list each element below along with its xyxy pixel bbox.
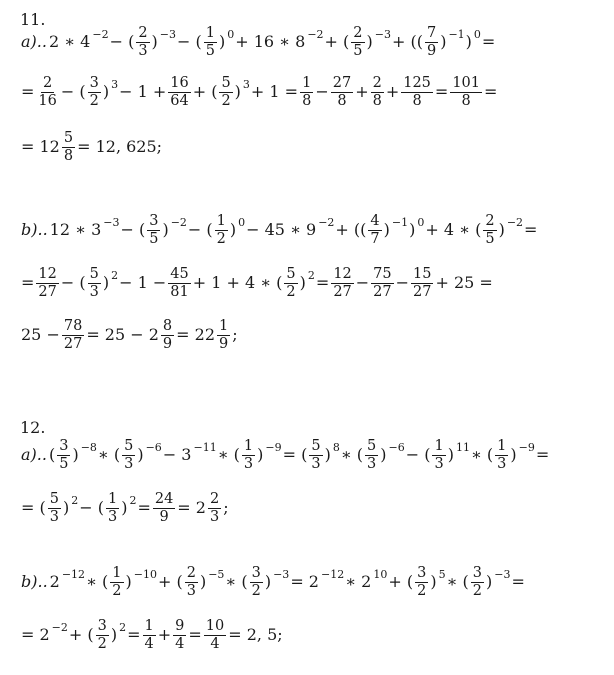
expr: ∗ ( [86, 572, 109, 591]
expr: = 12, 625; [77, 137, 163, 156]
expr: ∗ ( [446, 572, 469, 591]
expr: ) [383, 220, 390, 239]
expr: + ( [157, 572, 183, 591]
exponent: 8 [332, 440, 340, 454]
exponent: −2 [92, 27, 109, 41]
fraction: $\frac{2}{16}$ [38, 74, 57, 109]
expr: + 1 + 4 ∗ ( [192, 273, 283, 292]
expr: + ( [68, 625, 94, 644]
expr: − 1 + [119, 82, 167, 101]
expr: = [481, 32, 496, 51]
exponent: −12 [61, 567, 86, 581]
exponent: 0 [417, 215, 425, 229]
expr: ∗ 2 [345, 572, 372, 591]
expr: = [434, 82, 449, 101]
expr: + (( [335, 220, 367, 239]
expr: ) [447, 445, 454, 464]
expr: ) [510, 445, 517, 464]
expr: = [484, 82, 498, 101]
fraction: $\frac{5}{2}$ [221, 74, 231, 109]
fraction: $\frac{12}{27}$ [333, 265, 352, 300]
exponent: −2 [318, 215, 335, 229]
expr: + [157, 625, 172, 644]
fraction: $\frac{1}{3}$ [243, 437, 254, 472]
expr: − [355, 273, 370, 292]
fraction: $\frac{27}{8}$ [332, 74, 352, 109]
equation-line [20, 491, 230, 525]
exponent: 0 [227, 27, 235, 41]
expr: + 4 ∗ ( [425, 220, 482, 239]
fraction: $\frac{12}{27}$ [38, 265, 57, 300]
fraction: $\frac{3}{2}$ [251, 564, 261, 599]
expr: ; [232, 325, 238, 344]
expr: ) [324, 445, 331, 464]
exponent: 2 [307, 268, 315, 282]
expr: ) [162, 220, 169, 239]
fraction: $\frac{78}{27}$ [63, 317, 83, 352]
expr: ∗ ( [217, 445, 240, 464]
expr: − 3 [162, 445, 192, 464]
fraction: $\frac{5}{8}$ [63, 129, 74, 164]
equation-line [20, 318, 239, 352]
equation-line [20, 565, 526, 599]
exponent: −12 [320, 567, 345, 581]
fraction: $\frac{1}{9}$ [219, 317, 229, 352]
expr: − ( [109, 32, 135, 51]
expr: − [395, 273, 410, 292]
expr: ) [125, 572, 132, 591]
expr: − ( [60, 82, 86, 101]
expr: − 1 − [119, 273, 167, 292]
expr: ∗ ( [340, 445, 364, 464]
expr: + [385, 82, 400, 101]
expr: ) [409, 220, 416, 239]
expr: − [315, 82, 329, 101]
exponent: 2 [129, 493, 137, 507]
expr: ∗ ( [225, 572, 248, 591]
exponent: −3 [159, 27, 177, 41]
fraction: $\frac{3}{2}$ [417, 564, 427, 599]
expr: 2 ∗ 4 [48, 32, 91, 51]
problem-number: 11. [20, 10, 46, 29]
expr: ) [102, 82, 110, 101]
fraction: $\frac{7}{9}$ [426, 24, 437, 59]
fraction: $\frac{3}{2}$ [89, 74, 99, 109]
exponent: 2 [119, 620, 127, 634]
exponent: −5 [208, 567, 225, 581]
exponent: 10 [373, 567, 388, 581]
equation-line [20, 25, 496, 59]
expr: ) [229, 220, 237, 239]
expr: ) [380, 445, 387, 464]
expr: ) [430, 572, 437, 591]
exponent: −10 [133, 567, 157, 581]
fraction: $\frac{3}{5}$ [59, 437, 69, 472]
exponent: −2 [506, 215, 524, 229]
expr: − ( [79, 498, 104, 517]
fraction: $\frac{45}{81}$ [170, 265, 189, 300]
fraction: $\frac{3}{5}$ [149, 212, 159, 247]
expr: ( [48, 445, 56, 464]
exponent: 2 [71, 493, 79, 507]
fraction: $\frac{2}{8}$ [372, 74, 382, 109]
expr: ∗ ( [97, 445, 121, 464]
expr: ) [465, 32, 472, 51]
fraction: $\frac{3}{2}$ [472, 564, 482, 599]
expr: 12 ∗ 3 [49, 220, 102, 239]
fraction: $\frac{2}{5}$ [353, 24, 363, 59]
fraction: $\frac{2}{3}$ [209, 490, 220, 525]
exponent: −9 [265, 440, 282, 454]
fraction: $\frac{125}{8}$ [403, 74, 431, 109]
expr: ) [110, 625, 118, 644]
expr: + [355, 82, 369, 101]
fraction: $\frac{1}{5}$ [205, 24, 215, 59]
expr: = [535, 445, 550, 464]
expr: = 2 [21, 625, 50, 644]
fraction: $\frac{9}{4}$ [175, 617, 185, 652]
expr: ) [299, 273, 306, 292]
problem-number: 12. [20, 418, 46, 437]
expr: + 1 = [250, 82, 299, 101]
expr: = [127, 625, 141, 644]
exponent: −2 [307, 27, 324, 41]
expr: ; [223, 498, 229, 517]
fraction: $\frac{5}{3}$ [89, 265, 99, 300]
expr: ) [102, 273, 110, 292]
expr: ) [366, 32, 373, 51]
expr: = [524, 220, 538, 239]
exponent: 3 [242, 77, 250, 91]
expr: + ( [192, 82, 218, 101]
fraction: $\frac{1}{8}$ [302, 74, 312, 109]
exponent: −1 [448, 27, 465, 41]
fraction: $\frac{1}{3}$ [107, 490, 118, 525]
exponent: −3 [494, 567, 511, 581]
expr: ) [151, 32, 158, 51]
expr: ∗ ( [470, 445, 494, 464]
equation-line [20, 438, 550, 472]
exponent: 11 [455, 440, 470, 454]
fraction: $\frac{5}{3}$ [311, 437, 321, 472]
expr: = ( [21, 498, 46, 517]
fraction: $\frac{1}{2}$ [112, 564, 122, 599]
exponent: 0 [473, 27, 481, 41]
fraction: $\frac{1}{4}$ [144, 617, 154, 652]
fraction: $\frac{2}{5}$ [485, 212, 495, 247]
fraction: $\frac{3}{2}$ [97, 617, 107, 652]
expr: = [188, 625, 202, 644]
part-label: b).. [21, 220, 48, 239]
equation-line [20, 213, 538, 247]
expr: = 2, 5; [228, 625, 283, 644]
expr: ) [62, 498, 70, 517]
expr: ) [121, 498, 128, 517]
fraction: $\frac{101}{8}$ [452, 74, 481, 109]
equation-line [20, 75, 498, 109]
fraction: $\frac{16}{64}$ [170, 74, 189, 109]
fraction: $\frac{2}{3}$ [138, 24, 148, 59]
exponent: 0 [238, 215, 246, 229]
expr: = [315, 273, 330, 292]
expr: = ( [282, 445, 308, 464]
expr: = [137, 498, 151, 517]
exponent: −1 [391, 215, 409, 229]
exponent: −2 [170, 215, 187, 229]
expr: − ( [177, 32, 202, 51]
fraction: $\frac{5}{3}$ [49, 490, 59, 525]
expr: = 2 [177, 498, 206, 517]
part-label: a).. [21, 32, 47, 51]
exponent: −6 [388, 440, 405, 454]
exponent: 5 [438, 567, 446, 581]
expr: = 25 − 2 [86, 325, 159, 344]
expr: ) [137, 445, 144, 464]
equation-line [20, 266, 494, 300]
expr: ) [486, 572, 493, 591]
exponent: −6 [145, 440, 162, 454]
expr: + (( [391, 32, 423, 51]
exponent: −9 [518, 440, 535, 454]
expr: − 45 ∗ 9 [246, 220, 317, 239]
fraction: $\frac{1}{2}$ [216, 212, 226, 247]
exponent: 2 [111, 268, 119, 282]
fraction: $\frac{5}{3}$ [367, 437, 377, 472]
expr: − ( [120, 220, 146, 239]
exponent: −8 [80, 440, 97, 454]
fraction: $\frac{5}{2}$ [286, 265, 296, 300]
expr: + 25 = [435, 273, 493, 292]
expr: − ( [60, 273, 86, 292]
expr: = 22 [176, 325, 216, 344]
expr: + 16 ∗ 8 [235, 32, 306, 51]
expr: = [21, 82, 35, 101]
expr: = [511, 572, 525, 591]
exponent: −3 [103, 215, 120, 229]
fraction: $\frac{5}{3}$ [124, 437, 134, 472]
fraction: $\frac{2}{3}$ [186, 564, 196, 599]
expr: − ( [187, 220, 213, 239]
exponent: −3 [273, 567, 290, 581]
exponent: −3 [374, 27, 391, 41]
exponent: −11 [193, 440, 217, 454]
expr: ) [257, 445, 264, 464]
part-label: b).. [21, 572, 48, 591]
fraction: $\frac{4}{7}$ [370, 212, 380, 247]
expr: ) [264, 572, 272, 591]
expr: ) [234, 82, 241, 101]
equation-line [20, 618, 284, 652]
fraction: $\frac{15}{27}$ [413, 265, 432, 300]
expr: ) [440, 32, 447, 51]
fraction: $\frac{10}{4}$ [205, 617, 225, 652]
equation-line [20, 130, 163, 164]
expr: ) [498, 220, 505, 239]
expr: − ( [405, 445, 431, 464]
fraction: $\frac{8}{9}$ [162, 317, 173, 352]
fraction: $\frac{24}{9}$ [154, 490, 174, 525]
expr: 25 − [21, 325, 60, 344]
expr: ) [218, 32, 226, 51]
exponent: −2 [51, 620, 68, 634]
expr: ) [72, 445, 79, 464]
expr: ) [199, 572, 207, 591]
fraction: $\frac{75}{27}$ [373, 265, 392, 300]
expr: = 12 [21, 137, 60, 156]
fraction: $\frac{1}{3}$ [434, 437, 444, 472]
expr: + ( [324, 32, 350, 51]
expr: 2 [49, 572, 60, 591]
expr: + ( [388, 572, 414, 591]
part-label: a).. [21, 445, 47, 464]
exponent: 3 [111, 77, 119, 91]
expr: = 2 [290, 572, 319, 591]
fraction: $\frac{1}{3}$ [497, 437, 507, 472]
expr: = [21, 273, 35, 292]
